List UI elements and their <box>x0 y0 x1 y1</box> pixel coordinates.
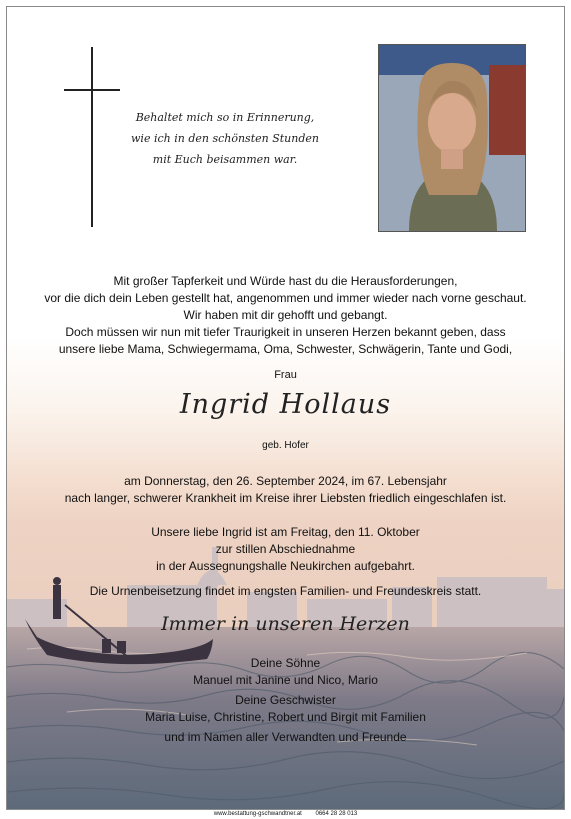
footer-phone: 0664 28 28 013 <box>315 811 358 817</box>
urn-burial-info: Die Urnenbeisetzung findet im engsten Familien- und Freundeskreis statt. <box>89 584 482 598</box>
siblings-title: Deine Geschwister <box>235 693 336 707</box>
sons-names: Manuel mit Janine und Nico, Mario <box>193 673 378 687</box>
funeral-line: zur stillen Abschiednahme <box>215 542 356 556</box>
deceased-name: Ingrid Hollaus <box>179 389 392 420</box>
closing-line: und im Namen aller Verwandten und Freunde <box>164 730 407 744</box>
funeral-line: Unsere liebe Ingrid ist am Freitag, den 11. Oktober <box>151 525 420 539</box>
footer <box>0 810 571 818</box>
portrait-photo <box>378 44 526 232</box>
intro-line: Mit großer Tapferkeit und Würde hast du die Herausforderungen, <box>113 274 458 288</box>
death-notice <box>7 473 564 507</box>
memorial-motto: Immer in unseren Herzen <box>161 613 410 635</box>
sons-title: Deine Söhne <box>250 656 321 670</box>
intro-line: Wir haben mit dir gehofft und gebangt. <box>183 308 388 322</box>
funeral-line: in der Aussegnungshalle Neukirchen aufgebahrt. <box>156 559 415 573</box>
quote-line: mit Euch beisammen war. <box>152 153 298 166</box>
obituary-card <box>6 6 565 810</box>
siblings-names: Maria Luise, Christine, Robert und Birgit mit Familien <box>145 710 426 724</box>
intro-line: Doch müssen wir nun mit tiefer Traurigkeit in unseren Herzen bekannt geben, dass <box>65 325 506 339</box>
quote-line: wie ich in den schönsten Stunden <box>131 132 319 145</box>
death-line: nach langer, schwerer Krankheit im Kreise ihrer Liebsten friedlich eingeschlafen ist. <box>64 491 507 505</box>
footer-website[interactable]: www.bestattung-gschwandtner.at <box>213 811 302 817</box>
intro-paragraph <box>7 273 564 358</box>
intro-line: unsere liebe Mama, Schwiegermama, Oma, Schwester, Schwägerin, Tante und Godi, <box>58 342 513 356</box>
death-line: am Donnerstag, den 26. September 2024, im 67. Lebensjahr <box>124 474 447 488</box>
memorial-quote <box>125 107 325 170</box>
maiden-name: geb. Hofer <box>262 440 309 451</box>
funeral-info <box>7 524 564 575</box>
salutation: Frau <box>274 369 297 381</box>
intro-line: vor die dich dein Leben gestellt hat, angenommen und immer wieder nach vorne geschaut. <box>44 291 527 305</box>
quote-line: Behaltet mich so in Erinnerung, <box>135 111 315 124</box>
mourners-list <box>7 655 564 746</box>
